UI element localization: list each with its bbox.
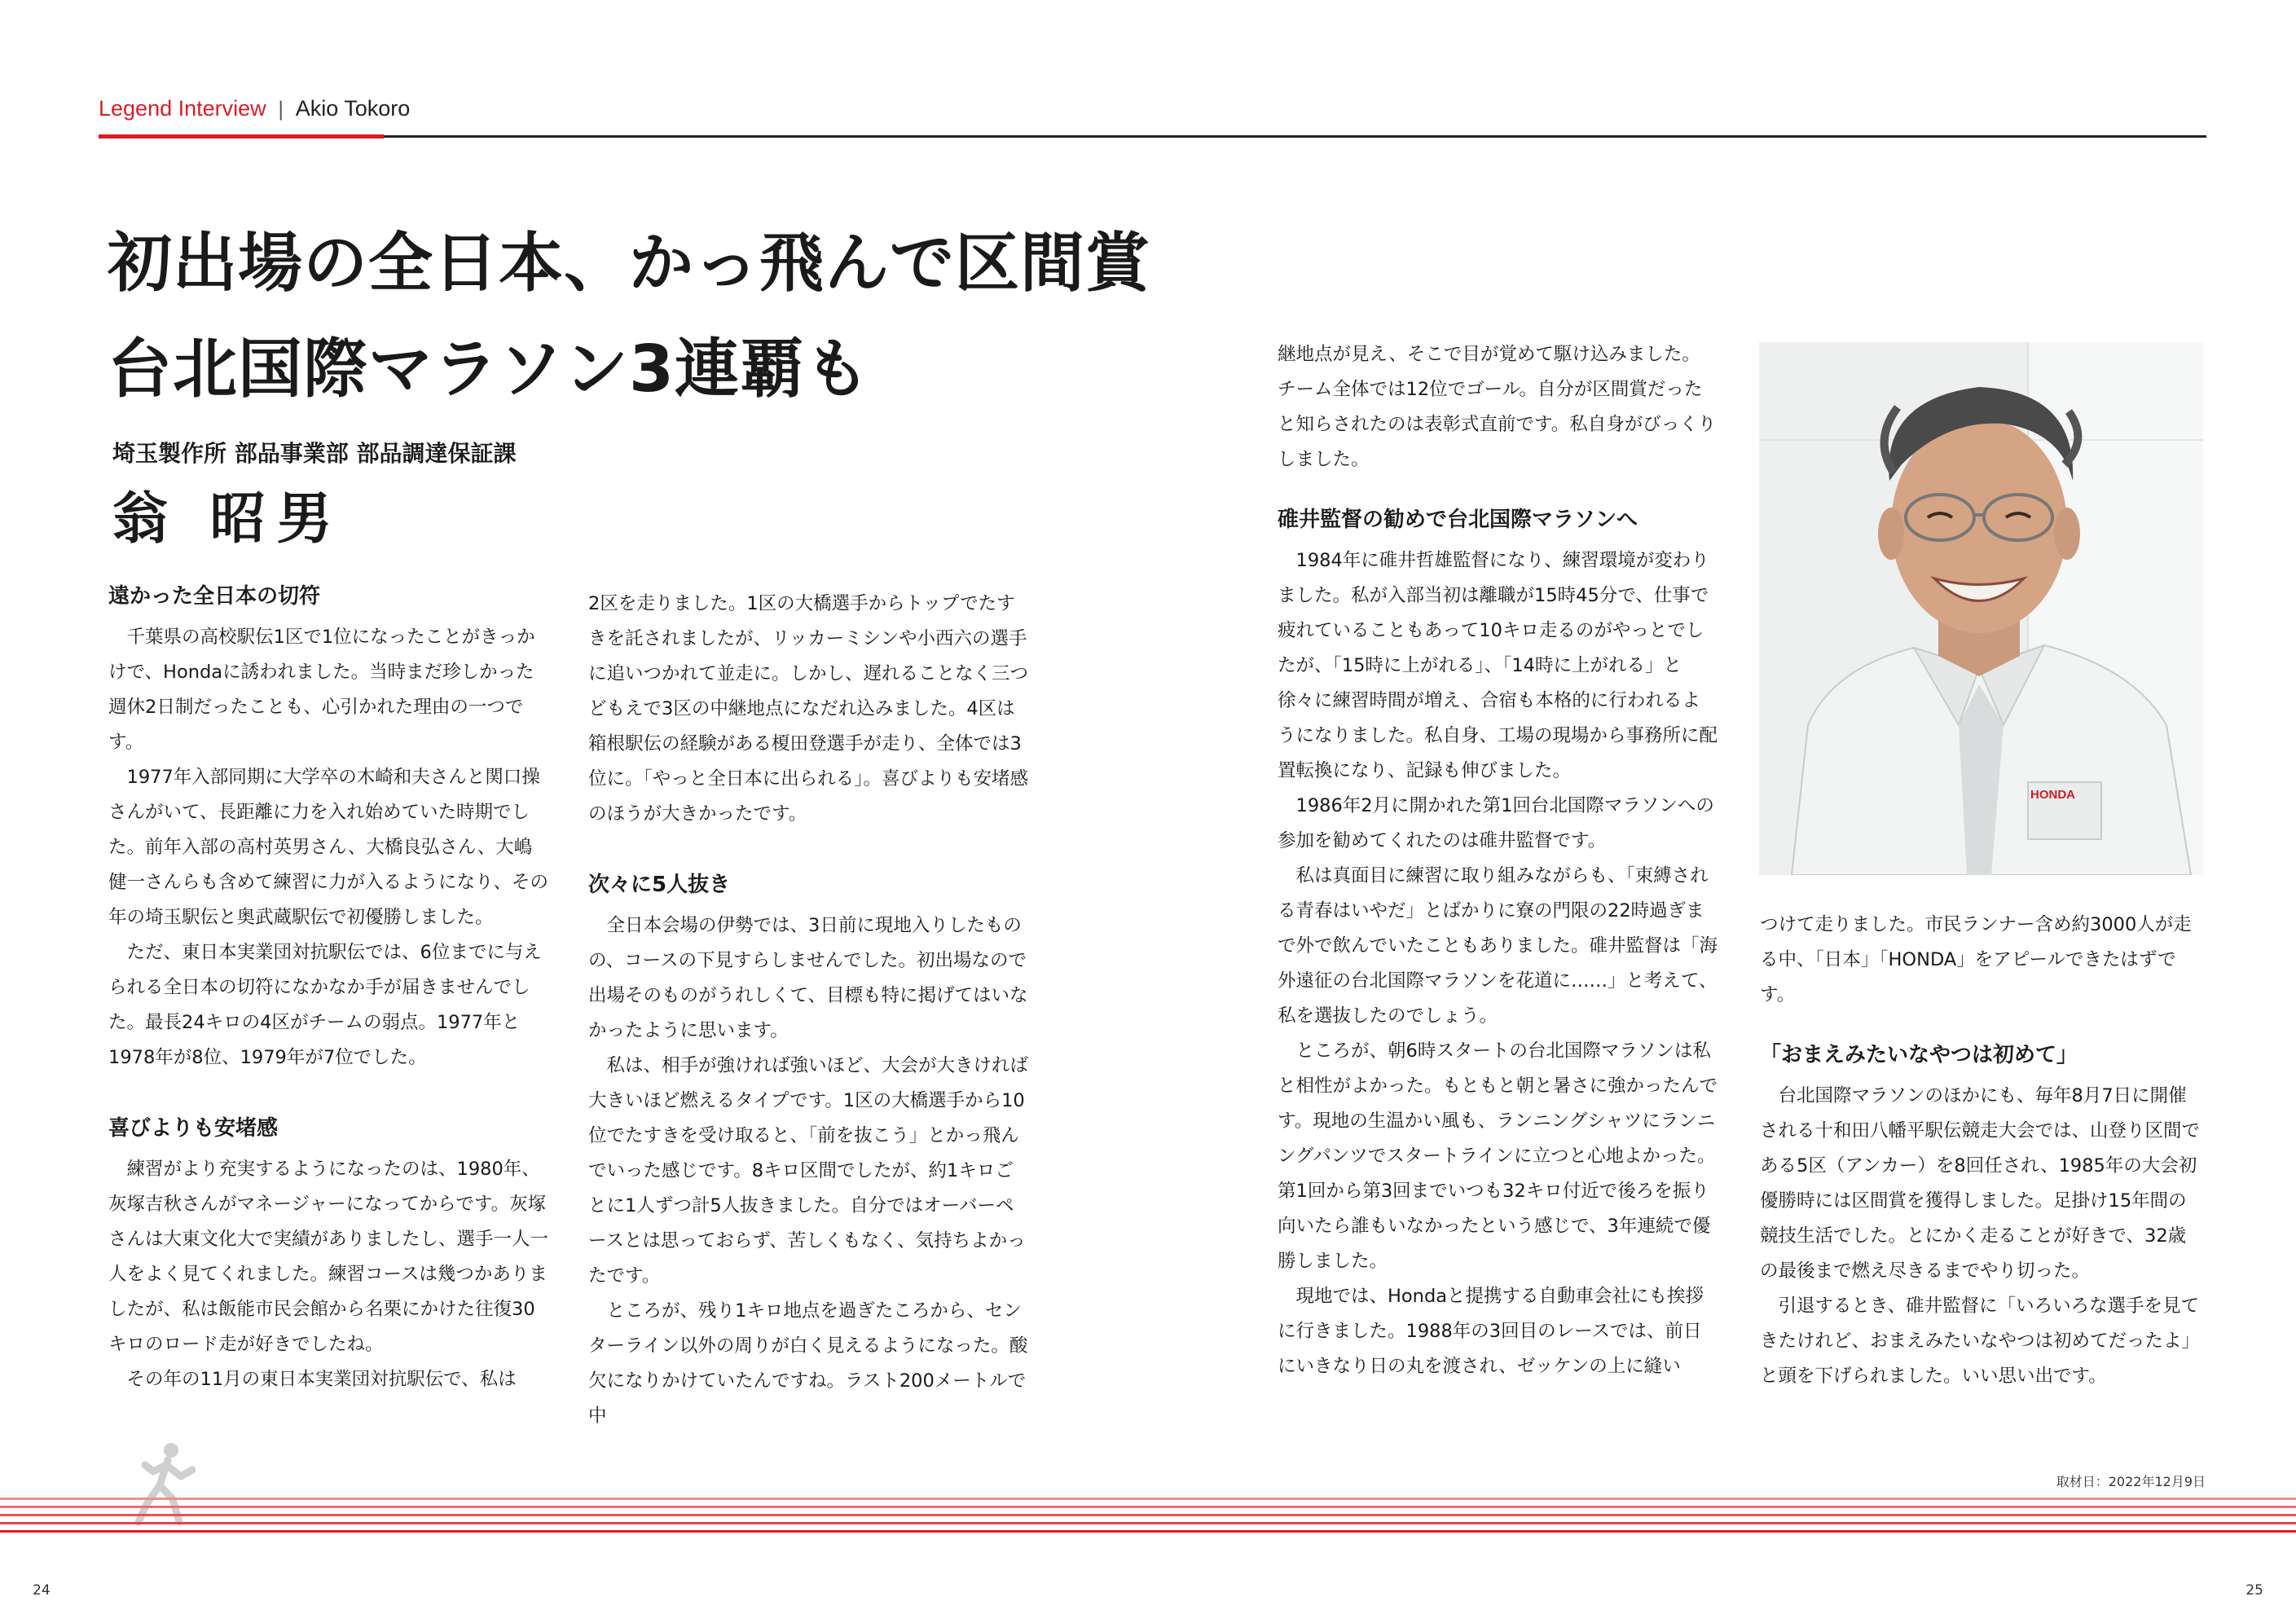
series-header <box>99 96 410 121</box>
section-heading: 次々に5人抜き <box>588 873 731 897</box>
paragraph: 現地では、Hondaと提携する自動車会社にも挨拶に行きました。1988年の3回目のレースでは、前日にいきなり日の丸を渡され、ゼッケンの上に縫い <box>1278 1286 1704 1377</box>
paragraph: 引退するとき、碓井監督に「いろいろな選手を見てきたけれど、おまえみたいなやつは初めてだったよ」と頭を下げられました。いい思い出です。 <box>1760 1295 2201 1387</box>
paragraph: 1977年入部同期に大学卒の木崎和夫さんと関口操さんがいて、長距離に力を入れ始めていた時期でした。前年入部の高村英男さん、大橋良弘さん、大嶋健一さんらも含めて練習に力が入るようになり、その年の埼玉駅伝と奥武蔵駅伝で初優勝しました。 <box>108 767 549 928</box>
paragraph: 千葉県の高校駅伝1区で1位になったことがきっかけで、Hondaに誘われました。当時まだ珍しかった週休2日制だったことも、心引かれた理由の一つです。 <box>108 627 535 753</box>
paragraph: つけて走りました。市民ランナー含め約3000人が走る中、「日本」「HONDA」をアピールできたはずです。 <box>1760 914 2192 1005</box>
column-1 <box>108 578 548 1397</box>
paragraph: 1984年に碓井哲雄監督になり、練習環境が変わりました。私が入部当初は離職が15時45分で、仕事で疲れていることもあって10キロ走るのがやっとでしたが、「15時に上がれる」、「14時に上がれる」と徐々に練習時間が増え、合宿も本格的に行われるようになりました。私自身、工場の現場から事務所に配置転換になり、記録も伸びました。 <box>1278 550 1718 781</box>
paragraph: その年の11月の東日本実業団対抗駅伝で、私は <box>126 1369 517 1390</box>
paragraph: ただ、東日本実業団対抗駅伝では、6位までに与えられる全日本の切符になかなか手が届きませんでした。最長24キロの4区がチームの弱点。1977年と1978年が8位、1979年が7位でした。 <box>108 942 542 1068</box>
section-heading: 喜びよりも安堵感 <box>108 1116 279 1141</box>
portrait-illustration <box>1759 342 2203 875</box>
paragraph: 台北国際マラソンのほかにも、毎年8月7日に開催される十和田八幡平駅伝競走大会では、山登り区間である5区（アンカー）を8回任され、1985年の大会初優勝時には区間賞を獲得しました。足掛け15年間の競技生活でした。とにかく走ることが好きで、32歳の最後まで燃え尽きるまでやり切った。 <box>1760 1085 2201 1282</box>
section-heading: 「おまえみたいなやつは初めて」 <box>1760 1043 2078 1067</box>
paragraph: 継地点が見え、そこで目が覚めて駆け込みました。チーム全体では12位でゴール。自分が区間賞だったと知らされたのは表彰式直前です。私自身がびっくりしました。 <box>1278 344 1717 470</box>
article-headline <box>108 210 1150 422</box>
paragraph: 私は、相手が強ければ強いほど、大会が大きければ大きいほど燃えるタイプです。1区の大橋選手から10位でたすきを受け取ると、「前を抜こう」とかっ飛んでいった感じです。8キロ区間でしたが、約1キロごとに1人ずつ計5人抜きました。自分ではオーバーペースとは思っておらず、苦しくもなく、気持ちよかったです。 <box>588 1055 1029 1287</box>
paragraph: 練習がより充実するようになったのは、1980年、灰塚吉秋さんがマネージャーになってからです。灰塚さんは大東文化大で実績がありましたし、選手一人一人をよく見てくれました。練習コースは幾つかありましたが、私は飯能市民会館から名栗にかけた往復30キロのロード走が好きでしたね。 <box>108 1159 549 1355</box>
header-rule <box>99 135 2206 138</box>
paragraph: 2区を走りました。1区の大橋選手からトップでたすきを託されましたが、リッカーミシンや小西六の選手に追いつかれて並走に。しかし、遅れることなく三つどもえで3区の中継地点になだれ込みました。4区は箱根駅伝の経験がある榎田登選手が走り、全体では3位に。「やっと全日本に出られる」。喜びよりも安堵感のほうが大きかったです。 <box>588 593 1029 825</box>
interview-date: 取材日：2022年12月9日 <box>2056 1474 2206 1489</box>
interviewee-photo <box>1759 342 2203 875</box>
headline-line-1: 初出場の全日本、かっ飛んで区間賞 <box>108 226 1150 301</box>
interviewee-name: 翁 昭男 <box>112 487 344 552</box>
paragraph: ところが、残り1キロ地点を過ぎたころから、センターライン以外の周りが白く見えるようになった。酸欠になりかけていたんですね。ラスト200メートルで中 <box>588 1300 1028 1427</box>
column-4 <box>1760 908 2200 1394</box>
page-number-right: 25 <box>2245 1582 2263 1599</box>
headline-line-2: 台北国際マラソン3連覇も <box>108 332 870 407</box>
paragraph: 1986年2月に開かれた第1回台北国際マラソンへの参加を勧めてくれたのは碓井監督です。 <box>1278 795 1714 851</box>
series-title: Legend Interview <box>99 96 266 121</box>
jacket-logo: HONDA <box>2030 788 2075 802</box>
paragraph: 私は真面目に練習に取り組みながらも、「束縛される青春はいやだ」とばかりに寮の門限の22時過ぎまで外で飲んでいたこともありました。碓井監督は「海外遠征の台北国際マラソンを花道に……」と考えて、私を選抜したのでしょう。 <box>1278 865 1718 1027</box>
column-2 <box>588 587 1028 1434</box>
header-separator: | <box>277 97 284 121</box>
page-number-left: 24 <box>33 1582 51 1599</box>
footer-stripes <box>0 1498 2296 1540</box>
department: 埼玉製作所 部品事業部 部品調達保証課 <box>112 440 517 467</box>
section-heading: 碓井監督の勧めで台北国際マラソンへ <box>1278 508 1638 532</box>
header-accent-rule <box>99 134 384 139</box>
column-3 <box>1278 337 1718 1384</box>
interviewee-romaji: Akio Tokoro <box>295 96 411 121</box>
paragraph: ところが、朝6時スタートの台北国際マラソンは私と相性がよかった。もともと朝と暑さに強かったんです。現地の生温かい風も、ランニングシャツにランニングパンツでスタートラインに立つと心地よかった。第1回から第3回までいつも32キロ付近で後ろを振り向いたら誰もいなかったという感じで、3年連続で優勝しました。 <box>1278 1040 1718 1272</box>
paragraph: 全日本会場の伊勢では、3日前に現地入りしたものの、コースの下見すらしませんでした。初出場なので出場そのものがうれしくて、目標も特に掲げてはいなかったように思います。 <box>588 915 1028 1041</box>
section-heading: 遠かった全日本の切符 <box>108 584 321 609</box>
